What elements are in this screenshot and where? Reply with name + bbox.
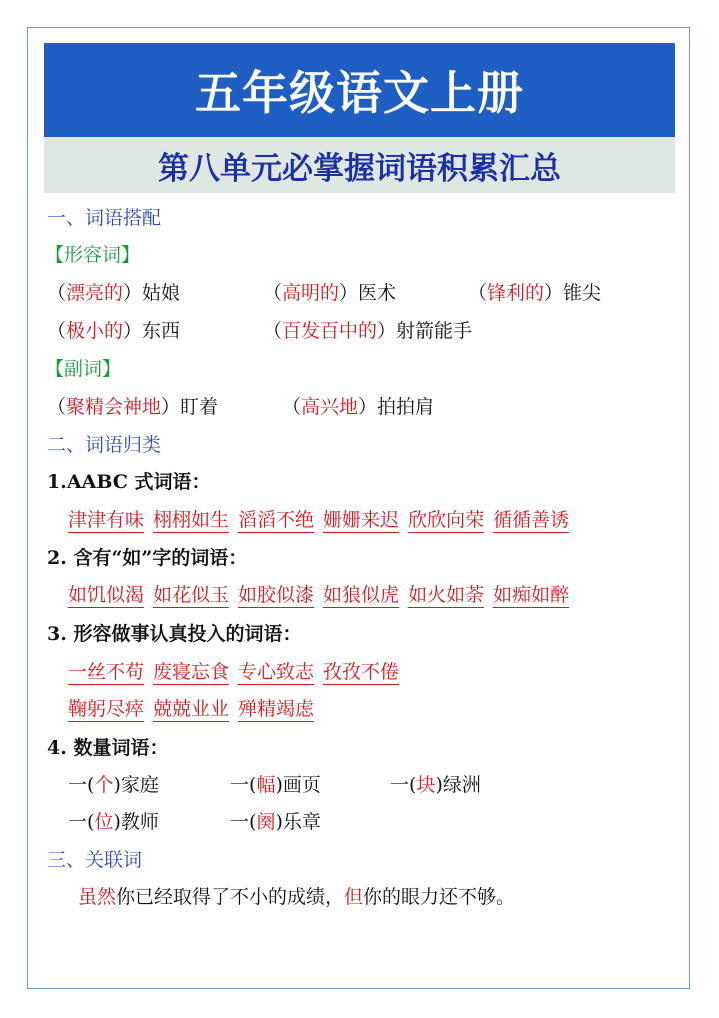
idiom: 鞠躬尽瘁 bbox=[68, 698, 145, 720]
adjective-pair: （漂亮的）姑娘 bbox=[47, 282, 181, 304]
adjective-pair: （极小的）东西 bbox=[47, 320, 181, 342]
section3-heading: 三、关联词 bbox=[47, 849, 143, 871]
adverb-pair: （聚精会神地）盯着 bbox=[47, 396, 219, 418]
idiom: 如痴如醉 bbox=[493, 584, 570, 606]
idiom: 栩栩如生 bbox=[153, 509, 230, 531]
q2-label: 2. 含有“如”字的词语： bbox=[47, 547, 248, 569]
subtitle-banner bbox=[44, 137, 675, 193]
page-subtitle: 第八单元必掌握词语积累汇总 bbox=[158, 150, 561, 187]
idiom: 如狼似虎 bbox=[323, 584, 400, 606]
q1-label: 1.AABC 式词语： bbox=[47, 471, 211, 493]
section2-heading: 二、词语归类 bbox=[47, 434, 162, 456]
section1-heading: 一、词语搭配 bbox=[47, 207, 162, 229]
measure-word-item: 一(块)绿洲 bbox=[390, 774, 481, 796]
measure-word-item: 一(阕)乐章 bbox=[230, 811, 321, 833]
page-title: 五年级语文上册 bbox=[195, 66, 524, 120]
measure-word-item: 一(位)教师 bbox=[68, 811, 159, 833]
measure-word-item: 一(个)家庭 bbox=[68, 774, 159, 796]
idiom: 如火如荼 bbox=[408, 584, 485, 606]
idiom: 专心致志 bbox=[238, 661, 315, 683]
idiom: 如饥似渴 bbox=[68, 584, 145, 606]
measure-word-item: 一(幅)画页 bbox=[230, 774, 321, 796]
idiom: 循循善诱 bbox=[493, 509, 570, 531]
idiom: 欣欣向荣 bbox=[408, 509, 485, 531]
title-banner bbox=[44, 43, 675, 137]
idiom: 废寝忘食 bbox=[153, 661, 230, 683]
adjectives-label: 【形容词】 bbox=[45, 244, 141, 266]
q3-idiom-list-row1 bbox=[68, 657, 399, 684]
idiom: 兢兢业业 bbox=[153, 698, 230, 720]
idiom: 殚精竭虑 bbox=[238, 698, 315, 720]
adverb-pair: （高兴地）拍拍肩 bbox=[282, 396, 435, 418]
idiom: 津津有味 bbox=[68, 509, 145, 531]
adjective-pair: （百发百中的）射箭能手 bbox=[263, 320, 473, 342]
q1-idiom-list bbox=[68, 505, 569, 532]
idiom: 姗姗来迟 bbox=[323, 509, 400, 531]
idiom: 滔滔不绝 bbox=[238, 509, 315, 531]
idiom: 孜孜不倦 bbox=[323, 661, 400, 683]
conjunction-sentence: 虽然你已经取得了不小的成绩，但你的眼力还不够。 bbox=[78, 886, 516, 908]
q3-label: 3. 形容做事认真投入的词语： bbox=[47, 623, 302, 645]
q3-idiom-list-row2 bbox=[68, 694, 314, 721]
idiom: 如花似玉 bbox=[153, 584, 230, 606]
q2-idiom-list bbox=[68, 580, 569, 607]
adjective-pair: （高明的）医术 bbox=[263, 282, 397, 304]
idiom: 如胶似漆 bbox=[238, 584, 315, 606]
adverbs-label: 【副词】 bbox=[45, 358, 122, 380]
adjective-pair: （锋利的）锥尖 bbox=[468, 282, 602, 304]
idiom: 一丝不苟 bbox=[68, 661, 145, 683]
q4-label: 4. 数量词语： bbox=[47, 737, 169, 759]
